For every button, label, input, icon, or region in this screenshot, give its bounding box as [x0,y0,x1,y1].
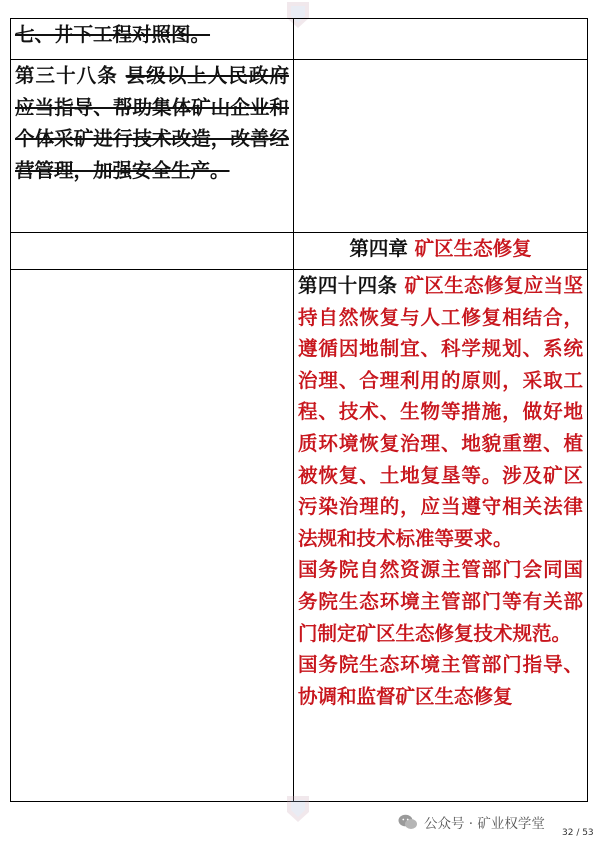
chapter-title: 矿区生态修复 [414,237,532,260]
added-text: 国务院自然资源主管部门会同国务院生态环境主管部门等有关部门制定矿区生态修复技术规范。 [298,558,583,645]
comparison-table [10,18,588,802]
article-38 [15,60,289,186]
footer-source-label: 公众号 · 矿业权学堂 [424,816,545,832]
page-number: 32 / 53 [562,828,594,838]
chapter-number: 第四章 [349,237,408,260]
footer-source [398,812,545,832]
table-cell-left [11,60,294,233]
table-row [11,19,588,60]
table-row [11,233,588,270]
watermark-logo-bottom [281,794,315,824]
table-row [11,270,588,802]
wechat-icon [398,814,418,830]
table-row [11,60,588,233]
deleted-text: 七、井下工程对照图。 [15,23,211,46]
table-cell-left [11,19,294,60]
table-cell-right [294,19,588,60]
article-title: 第四十四条 [298,274,398,297]
table-cell-right [294,233,588,270]
article-title: 第三十八条 [15,64,118,87]
table-cell-right [294,60,588,233]
table-cell-left [11,270,294,802]
article-44 [298,270,583,554]
added-text: 国务院生态环境主管部门指导、协调和监督矿区生态修复 [298,653,583,708]
table-cell-left [11,233,294,270]
table-cell-right [294,270,588,802]
deleted-text: 县级以上人民政府应当指导、帮助集体矿山企业和个体采矿进行技术改造，改善经营管理，加强安全生产。 [15,64,289,182]
added-text: 矿区生态修复应当坚持自然恢复与人工修复相结合，遵循因地制宜、科学规划、系统治理、合理利用的原则，采取工程、技术、生物等措施，做好地质环境恢复治理、地貌重塑、植被恢复、土地复垦等。涉及矿区污染治理的，应当遵守相关法律法规和技术标准等要求。 [298,274,583,550]
